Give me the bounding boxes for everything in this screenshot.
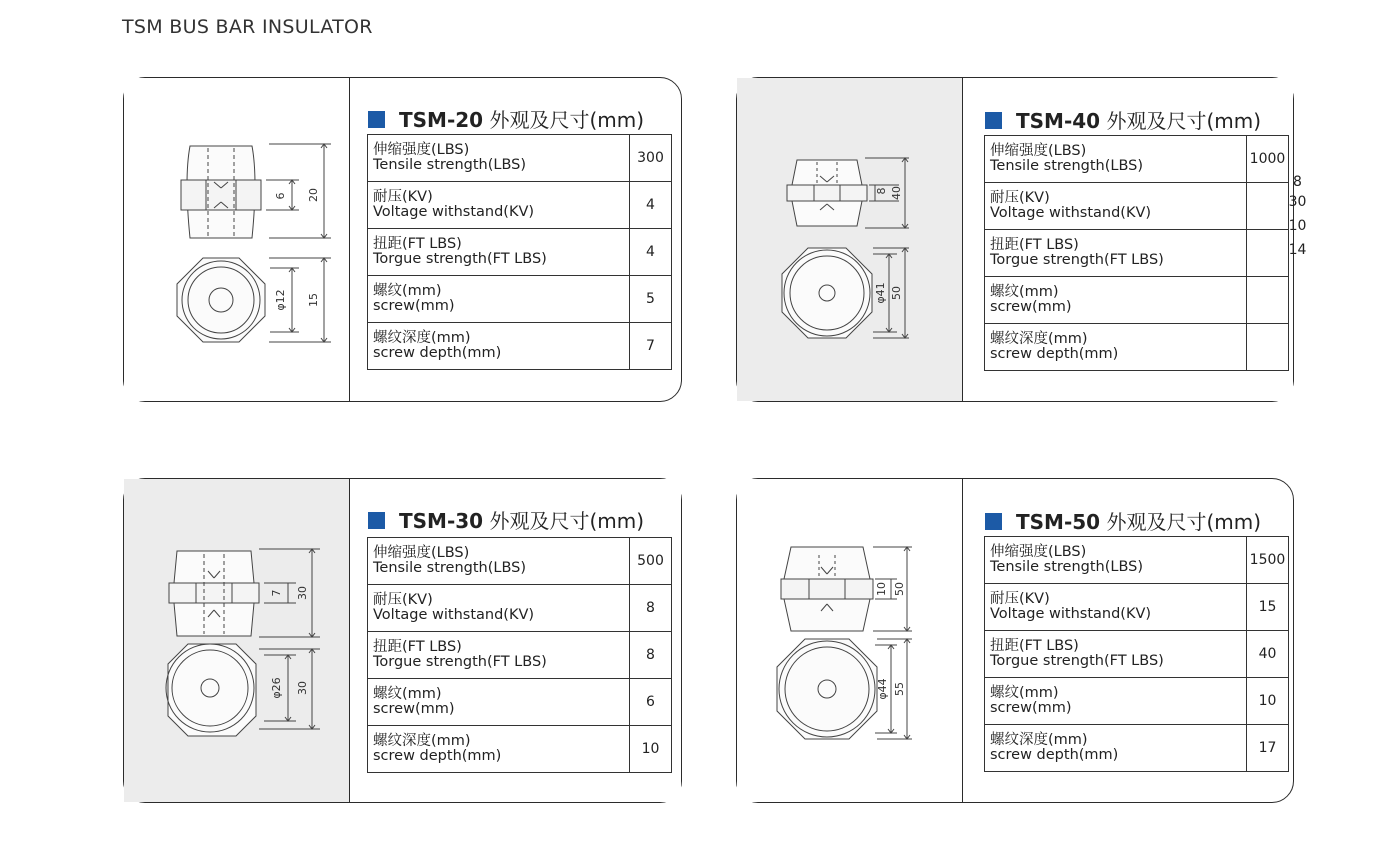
- table-row: [985, 584, 1289, 631]
- table-row: [985, 183, 1289, 230]
- row-value: 500: [630, 538, 672, 585]
- dim-diameter: φ12: [274, 289, 287, 311]
- row-label-en: Tensile strength(LBS): [373, 560, 527, 576]
- row-label-en: Tensile strength(LBS): [990, 559, 1144, 575]
- page-title: TSM BUS BAR INSULATOR: [122, 16, 373, 38]
- row-value: 10: [630, 726, 672, 773]
- row-label-en: Torgue strength(FT LBS): [990, 653, 1164, 669]
- blue-square-icon: [368, 111, 385, 128]
- row-label-en: Torgue strength(FT LBS): [373, 654, 547, 670]
- row-value: [1247, 324, 1289, 371]
- title-suffix: 外观及尺寸(mm): [1106, 109, 1262, 133]
- dim-diameter: φ26: [270, 677, 283, 699]
- row-label-en: screw(mm): [373, 298, 455, 314]
- row-label-cn: 螺纹深度(mm): [373, 330, 471, 346]
- dim-hex: 50: [890, 286, 903, 300]
- row-label-cn: 扭距(FT LBS): [990, 638, 1079, 654]
- table-row: [985, 725, 1289, 772]
- row-label-cn: 螺纹深度(mm): [990, 331, 1088, 347]
- row-value: [1247, 277, 1289, 324]
- row-value: 7: [630, 323, 672, 370]
- drawing-panel: [737, 479, 963, 802]
- spec-table: [367, 134, 672, 370]
- row-value: 5: [630, 276, 672, 323]
- row-label-en: Torgue strength(FT LBS): [373, 251, 547, 267]
- table-row: [985, 324, 1289, 371]
- table-row: [368, 182, 672, 229]
- table-row: [368, 538, 672, 585]
- row-label-cn: 螺纹(mm): [990, 685, 1059, 701]
- row-value: 8: [630, 632, 672, 679]
- model-name: TSM-50: [1016, 510, 1101, 534]
- row-label-en: screw depth(mm): [373, 345, 502, 361]
- row-label-en: Voltage withstand(KV): [373, 204, 535, 220]
- row-label-en: screw(mm): [990, 700, 1072, 716]
- row-label-cn: 螺纹深度(mm): [373, 733, 471, 749]
- table-row: [368, 726, 672, 773]
- row-value: 40: [1247, 631, 1289, 678]
- drawing-panel: [737, 78, 963, 401]
- table-row: [985, 537, 1289, 584]
- insulator-drawing: [124, 479, 350, 804]
- row-label-en: screw(mm): [373, 701, 455, 717]
- blue-square-icon: [368, 512, 385, 529]
- table-row: [368, 632, 672, 679]
- table-row: [985, 678, 1289, 725]
- model-name: TSM-40: [1016, 109, 1101, 133]
- blue-square-icon: [985, 513, 1002, 530]
- row-label-en: screw depth(mm): [990, 747, 1119, 763]
- dim-inner-height: 6: [274, 192, 287, 200]
- dim-diameter: φ41: [874, 282, 887, 304]
- row-value: 1000: [1247, 136, 1289, 183]
- row-value: 17: [1247, 725, 1289, 772]
- row-label-en: screw depth(mm): [373, 748, 502, 764]
- insulator-drawing: [124, 78, 350, 403]
- table-row: [368, 323, 672, 370]
- row-label-cn: 伸缩强度(LBS): [990, 544, 1087, 560]
- blue-square-icon: [985, 112, 1002, 129]
- row-label-cn: 耐压(KV): [373, 189, 433, 205]
- dim-hex: 15: [307, 293, 320, 307]
- row-label-en: Tensile strength(LBS): [373, 157, 527, 173]
- spec-title: [368, 505, 644, 534]
- dim-inner-height: 7: [270, 589, 283, 597]
- overflow-value: 8: [1293, 174, 1302, 190]
- spec-card-tsm-20: [123, 77, 682, 402]
- table-row: [368, 679, 672, 726]
- row-label-cn: 螺纹(mm): [990, 284, 1059, 300]
- dim-total-height: 40: [890, 186, 903, 200]
- row-label-cn: 扭距(FT LBS): [990, 237, 1079, 253]
- spec-panel: [963, 479, 1293, 802]
- dim-hex: 30: [296, 681, 309, 695]
- insulator-drawing: [737, 479, 963, 804]
- table-row: [368, 276, 672, 323]
- row-value: 4: [630, 182, 672, 229]
- row-label-cn: 扭距(FT LBS): [373, 639, 462, 655]
- title-suffix: 外观及尺寸(mm): [1106, 510, 1262, 534]
- table-row: [985, 277, 1289, 324]
- row-label-cn: 耐压(KV): [990, 591, 1050, 607]
- table-row: [985, 230, 1289, 277]
- row-label-cn: 伸缩强度(LBS): [373, 545, 470, 561]
- row-label-cn: 螺纹(mm): [373, 283, 442, 299]
- overflow-values: [1277, 174, 1318, 262]
- row-label-en: screw(mm): [990, 299, 1072, 315]
- row-value: 10: [1247, 678, 1289, 725]
- row-label-en: screw depth(mm): [990, 346, 1119, 362]
- table-row: [985, 136, 1289, 183]
- table-row: [368, 229, 672, 276]
- row-label-en: Voltage withstand(KV): [990, 606, 1152, 622]
- spec-panel: [350, 479, 681, 802]
- table-row: [368, 135, 672, 182]
- overflow-value: 30: [1288, 194, 1307, 210]
- dim-diameter: φ44: [876, 678, 889, 700]
- insulator-drawing: [737, 78, 963, 403]
- overflow-value: 10: [1288, 218, 1307, 234]
- row-label-en: Voltage withstand(KV): [373, 607, 535, 623]
- dim-total-height: 50: [893, 582, 906, 596]
- row-value: 4: [630, 229, 672, 276]
- row-value: 8: [630, 585, 672, 632]
- spec-card-tsm-40: [736, 77, 1307, 402]
- spec-title: [985, 506, 1261, 535]
- drawing-panel: [124, 78, 350, 401]
- spec-panel: [963, 78, 1307, 401]
- spec-table: [984, 135, 1289, 371]
- model-name: TSM-20: [399, 108, 484, 132]
- dim-hex: 55: [893, 682, 906, 696]
- row-value: 15: [1247, 584, 1289, 631]
- dim-total-height: 20: [307, 188, 320, 202]
- row-label-cn: 耐压(KV): [373, 592, 433, 608]
- row-value: 300: [630, 135, 672, 182]
- spec-title: [985, 105, 1261, 134]
- dim-inner-height: 8: [875, 187, 888, 195]
- row-value: 1500: [1247, 537, 1289, 584]
- dim-total-height: 30: [296, 586, 309, 600]
- spec-card-tsm-30: [123, 478, 682, 803]
- table-row: [368, 585, 672, 632]
- dim-inner-height: 10: [875, 582, 888, 596]
- row-label-cn: 螺纹(mm): [373, 686, 442, 702]
- row-label-cn: 伸缩强度(LBS): [373, 142, 470, 158]
- title-suffix: 外观及尺寸(mm): [489, 509, 645, 533]
- overflow-value: 14: [1288, 242, 1307, 258]
- spec-card-tsm-50: [736, 478, 1294, 803]
- spec-title: [368, 104, 644, 133]
- row-label-en: Voltage withstand(KV): [990, 205, 1152, 221]
- row-label-cn: 耐压(KV): [990, 190, 1050, 206]
- spec-table: [367, 537, 672, 773]
- row-label-en: Torgue strength(FT LBS): [990, 252, 1164, 268]
- row-label-en: Tensile strength(LBS): [990, 158, 1144, 174]
- row-label-cn: 伸缩强度(LBS): [990, 143, 1087, 159]
- row-label-cn: 螺纹深度(mm): [990, 732, 1088, 748]
- model-name: TSM-30: [399, 509, 484, 533]
- spec-panel: [350, 78, 681, 401]
- drawing-panel: [124, 479, 350, 802]
- table-row: [985, 631, 1289, 678]
- row-label-cn: 扭距(FT LBS): [373, 236, 462, 252]
- title-suffix: 外观及尺寸(mm): [489, 108, 645, 132]
- spec-table: [984, 536, 1289, 772]
- row-value: 6: [630, 679, 672, 726]
